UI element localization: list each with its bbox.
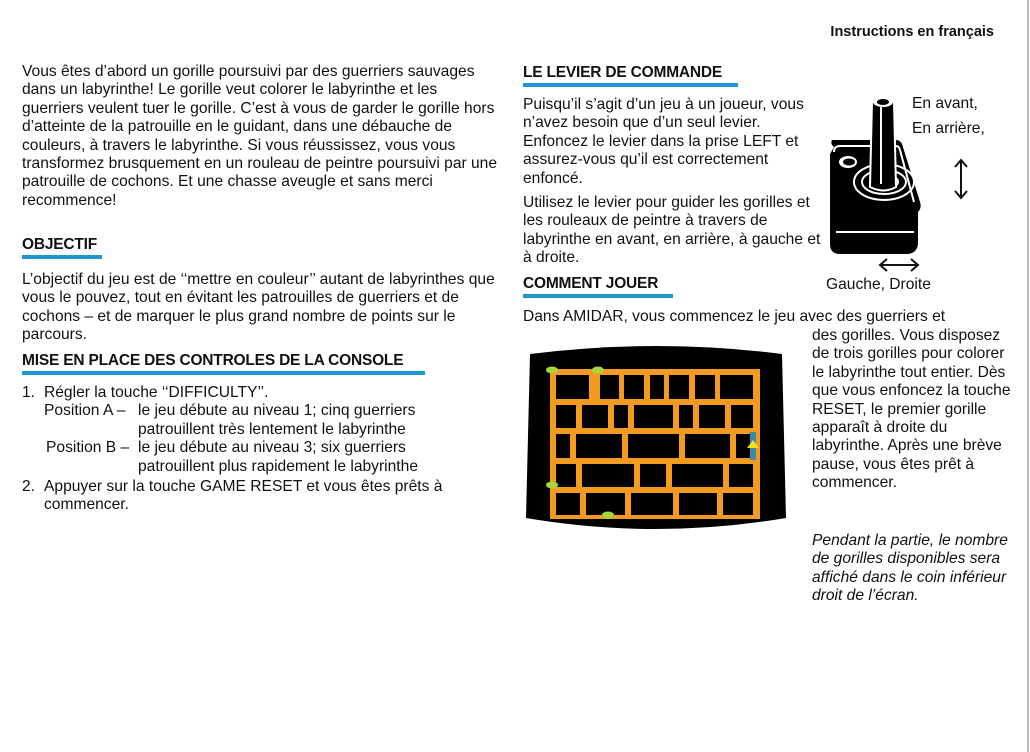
maze-block (669, 375, 689, 399)
joystick-illustration (826, 92, 926, 262)
position-text: le jeu débute au niveau 3; six guerriers patrouillent plus rapidement le labyrinthe (138, 439, 418, 475)
maze-block (582, 405, 608, 428)
levier-heading (523, 64, 738, 87)
warrior-sprite (592, 367, 604, 374)
maze-block (556, 464, 576, 487)
heading-underline (523, 294, 673, 298)
step-number: 1. (22, 384, 36, 401)
maze-block (631, 493, 673, 515)
warrior-sprite (546, 367, 558, 374)
maze-block (685, 434, 730, 458)
maze-block (600, 375, 619, 399)
maze-block (556, 405, 576, 428)
maze-block (556, 493, 580, 515)
maze-block (723, 493, 753, 515)
position-label: Position A – (44, 402, 126, 420)
left-right-arrow-icon (878, 257, 920, 273)
warrior-sprite (602, 512, 614, 519)
jouer-lead-text: Dans AMIDAR, vous commencez le jeu avec des guerriers et (523, 308, 946, 325)
step-text: Appuyer sur la touche GAME RESET et vous êtes prêts à commencer. (44, 478, 443, 514)
step-item (22, 478, 494, 515)
step-item (22, 384, 494, 402)
levier-heading-text: LE LEVIER DE COMMANDE (523, 64, 723, 81)
warrior-sprite (546, 482, 558, 489)
levier-paragraph-2: Utilisez le levier pour guider les gorilles et les rouleaux de peintre à travers de labyrinthe en avant, en arrière, à gauche et à droite. (523, 194, 821, 267)
intro-paragraph: Vous êtes d’abord un gorille poursuivi par des guerriers sauvages dans un labyrinthe! Le gorille veut colorer le labyrinthe et les guerriers veulent tuer le gorille. C’est à vous de garder le gorille hors d’atteinte de la patrouille en le guidant, dans une débauche de couleurs, à travers le labyrinthe. Si vous réussissez, vous vous transformez brusquement en un rouleau de peintre poursuivi par une patrouille de cochons. Et une chasse aveugle et sans merci recommence! (22, 63, 498, 209)
maze-block (699, 405, 725, 428)
maze-block (672, 464, 723, 487)
maze-block (582, 464, 634, 487)
maze-block (650, 375, 664, 399)
position-item (22, 402, 494, 439)
forward-label: En avant, (912, 95, 978, 112)
console-steps (22, 384, 494, 515)
jouer-side-text: des gorilles. Vous disposez de trois gorilles pour colorer le labyrinthe tout entier. Dès que vous enfoncez la touche RESET, le premier gorille apparaît à droite du labyrinthe. Après une brève pause, vous êtes prêt à commencer. (812, 327, 1011, 492)
maze-block (614, 405, 628, 428)
maze-block (679, 405, 693, 428)
page-edge (1027, 0, 1029, 752)
position-item (22, 439, 494, 476)
leftright-label: Gauche, Droite (826, 276, 931, 293)
maze-block (556, 375, 589, 399)
position-text: le jeu débute au niveau 1; cinq guerriers patrouillent très lentement le labyrinthe (138, 402, 416, 438)
heading-underline (523, 83, 738, 87)
objectif-heading-text: OBJECTIF (22, 236, 98, 253)
objectif-heading (22, 236, 102, 259)
maze-block (695, 375, 715, 399)
jouer-heading-text: COMMENT JOUER (523, 275, 659, 292)
step-text: Régler la touche ‘‘DIFFICULTY’’. (44, 384, 269, 401)
console-heading-text: MISE EN PLACE DES CONTROLES DE LA CONSOLE (22, 352, 404, 369)
maze-block (729, 464, 753, 487)
maze-block (628, 434, 679, 458)
maze-block (679, 493, 717, 515)
maze-block (720, 375, 753, 399)
backward-label: En arrière, (912, 120, 985, 137)
step-number: 2. (22, 478, 36, 496)
heading-underline (22, 255, 102, 259)
maze-block (634, 405, 673, 428)
levier-paragraph-1: Puisqu’il s’agit d’un jeu à un joueur, vous n’avez besoin que d’un seul levier. Enfoncez le levier dans la prise LEFT et assurez-vous qu’il est correctement enfoncé. (523, 96, 804, 187)
heading-underline (22, 371, 425, 375)
up-down-arrow-icon (952, 158, 970, 200)
maze-block (586, 493, 625, 515)
maze-block (556, 434, 570, 458)
position-label: Position B – (46, 439, 130, 457)
maze-block (624, 375, 644, 399)
page-header: Instructions en français (830, 24, 994, 40)
maze-block (731, 405, 753, 428)
amidar-game-screen (524, 344, 788, 534)
maze-block (576, 434, 622, 458)
maze-block (640, 464, 666, 487)
jouer-heading (523, 275, 673, 298)
jouer-italic-note: Pendant la partie, le nombre de gorilles disponibles sera affiché dans le coin inférieur droit de l’écran. (812, 532, 1008, 605)
console-heading (22, 352, 425, 375)
objectif-paragraph: L’objectif du jeu est de ‘‘mettre en couleur’’ autant de labyrinthes que vous le pouvez, tout en évitant les patrouilles de guerriers et de cochons – et de marquer le plus grand nombre de points sur le parcours. (22, 271, 495, 344)
